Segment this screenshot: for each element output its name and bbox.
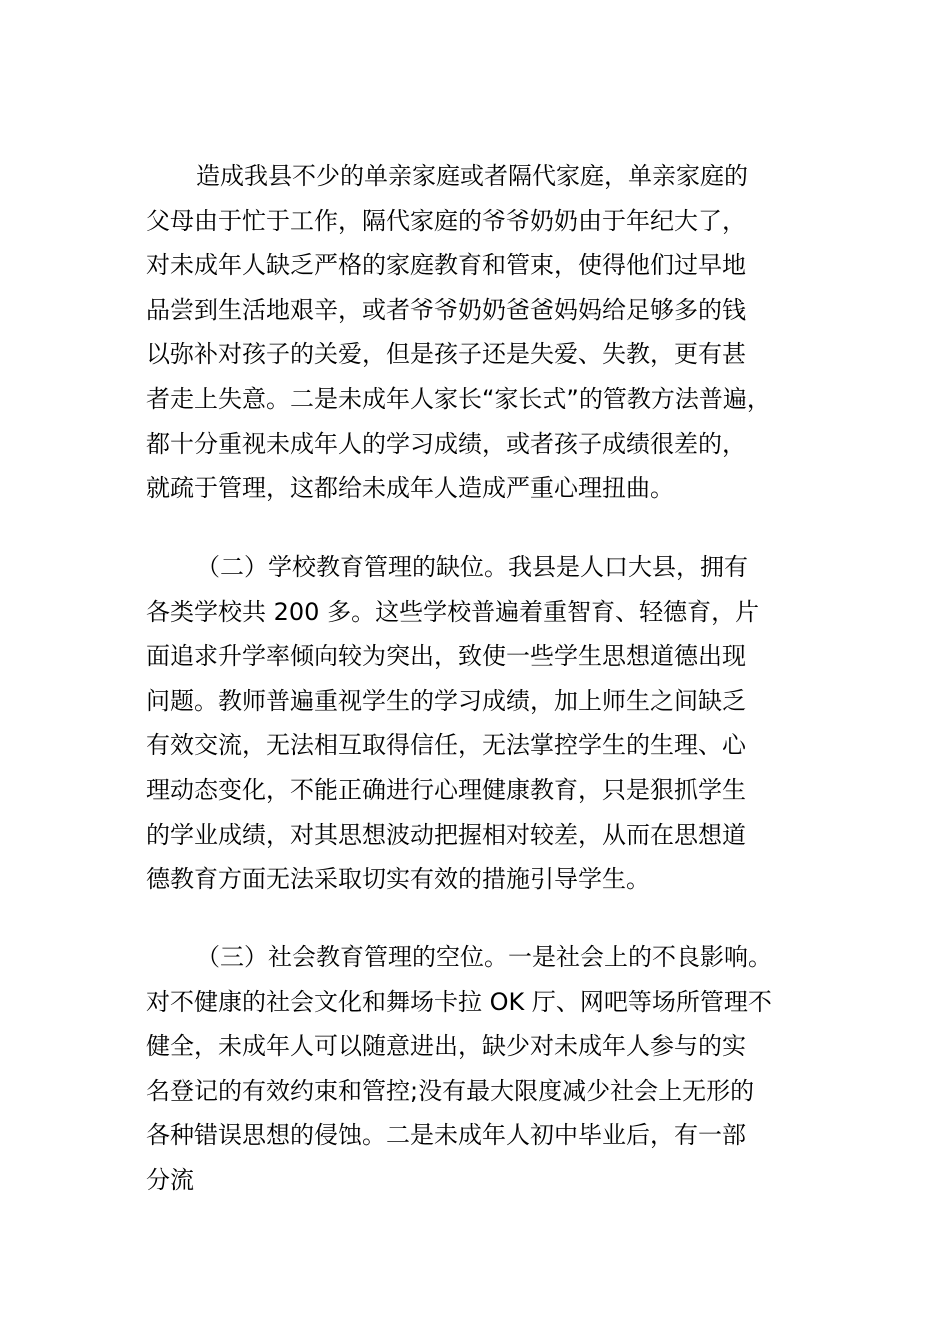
paragraph-family-education <box>146 154 806 511</box>
text-line: 各种错误思想的侵蚀。二是未成年人初中毕业后，有一部 <box>146 1121 746 1150</box>
text-line: 对未成年人缺乏严格的家庭教育和管束，使得他们过早地 <box>146 251 746 280</box>
text-line: 面追求升学率倾向较为突出，致使一些学生思想道德出现 <box>146 642 746 671</box>
text-line: 品尝到生活地艰辛，或者爷爷奶奶爸爸妈妈给足够多的钱 <box>146 295 746 324</box>
text-line: 分流 <box>146 1165 194 1194</box>
text-line: 德教育方面无法采取切实有效的措施引导学生。 <box>146 865 650 894</box>
text-line: 以弥补对孩子的关爱，但是孩子还是失爱、失教，更有甚 <box>146 340 746 369</box>
text-line: 理动态变化，不能正确进行心理健康教育，只是狠抓学生 <box>146 775 746 804</box>
text-line: 父母由于忙于工作，隔代家庭的爷爷奶奶由于年纪大了， <box>146 206 746 235</box>
text-line: 造成我县不少的单亲家庭或者隔代家庭，单亲家庭的 <box>196 162 748 190</box>
paragraph-school-education <box>146 545 806 902</box>
paragraph-social-education <box>146 935 806 1203</box>
text-line: 健全，未成年人可以随意进出，缺少对未成年人参与的实 <box>146 1032 746 1061</box>
text-line: 者走上失意。二是未成年人家长“家长式”的管教方法普遍， <box>146 384 771 413</box>
text-line: 对不健康的社会文化和舞场卡拉 OK 厅、网吧等场所管理不 <box>146 987 772 1016</box>
text-line: 的学业成绩，对其思想波动把握相对较差，从而在思想道 <box>146 820 746 849</box>
text-line: （三）社会教育管理的空位。一是社会上的不良影响。 <box>196 943 772 971</box>
text-line: 名登记的有效约束和管控;没有最大限度减少社会上无形的 <box>146 1076 755 1105</box>
text-line: 各类学校共 200 多。这些学校普遍着重智育、轻德育，片 <box>146 597 760 626</box>
text-line: 都十分重视未成年人的学习成绩，或者孩子成绩很差的， <box>146 429 746 458</box>
text-line: 有效交流，无法相互取得信任，无法掌控学生的生理、心 <box>146 731 746 760</box>
text-line: 就疏于管理，这都给未成年人造成严重心理扭曲。 <box>146 474 674 503</box>
text-line: （二）学校教育管理的缺位。我县是人口大县，拥有 <box>196 553 748 581</box>
text-line: 问题。教师普遍重视学生的学习成绩，加上师生之间缺乏 <box>146 686 746 715</box>
